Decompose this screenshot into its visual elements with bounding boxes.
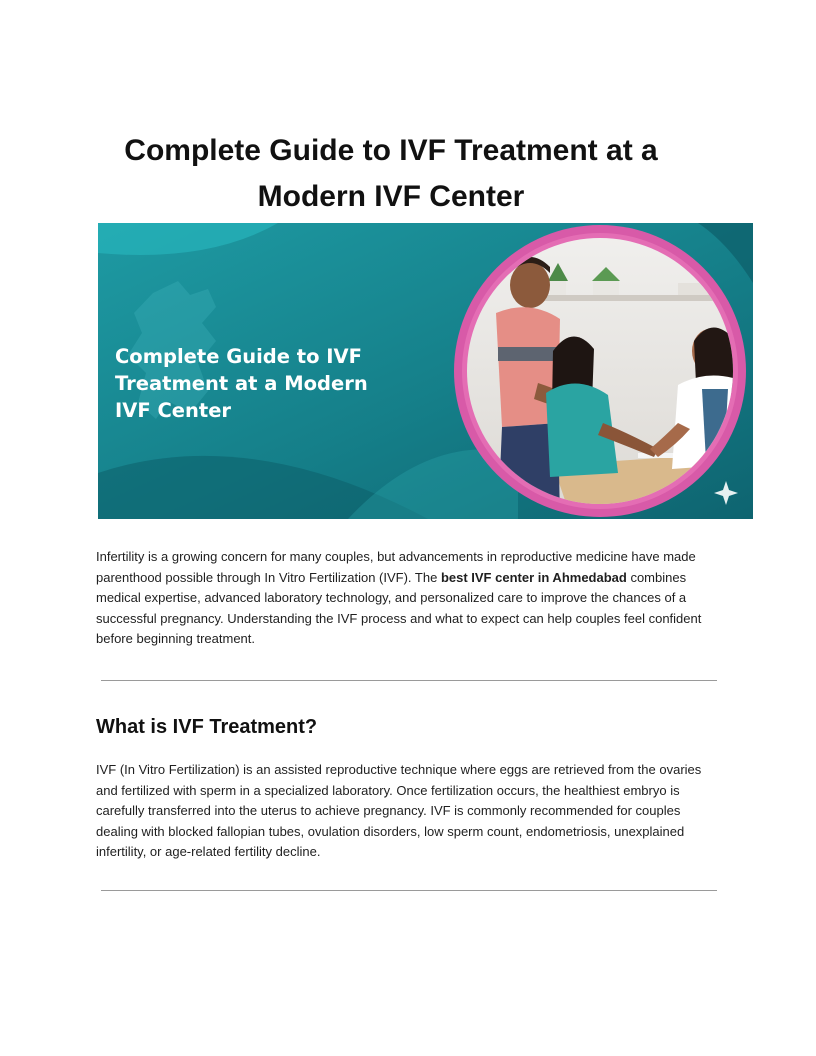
page-title-line1: Complete Guide to IVF Treatment at a <box>124 134 658 167</box>
divider-1 <box>101 680 717 681</box>
intro-paragraph <box>96 547 722 650</box>
intro-text-part2: combines medical expertise, advanced laboratory technology, and personalized care to improve the chances of a successful pregnancy. Understanding the IVF process and what to expect can help couples feel confident before beginning treatment. <box>96 569 702 647</box>
page-title-line2: Modern IVF Center <box>257 180 525 213</box>
hero-banner-image <box>98 223 753 519</box>
banner-line3: IVF Center <box>115 399 232 422</box>
page-title <box>96 128 686 220</box>
divider-2 <box>101 890 717 891</box>
banner-line1: Complete Guide to IVF <box>115 345 362 368</box>
banner-line2: Treatment at a Modern <box>115 372 368 395</box>
intro-text-part1: Infertility is a growing concern for many couples, but advancements in reproductive medicine have made parenthood possible through In Vitro Fertilization (IVF). The <box>96 549 696 585</box>
section-body-what-is-ivf: IVF (In Vitro Fertilization) is an assisted reproductive technique where eggs are retrieved from the ovaries and fertilized with sperm in a specialized laboratory. Once fertilization occurs, the healthiest embryo is carefully transferred into the uterus to achieve pregnancy. IVF is commonly recommended for couples dealing with blocked fallopian tubes, ovulation disorders, low sperm count, endometriosis, unexplained infertility, or age-related fertility decline. <box>96 762 702 860</box>
intro-link-bold: best IVF center in Ahmedabad <box>440 569 627 585</box>
banner-headline <box>115 343 415 424</box>
section-heading-what-is-ivf: What is IVF Treatment? <box>96 716 318 738</box>
